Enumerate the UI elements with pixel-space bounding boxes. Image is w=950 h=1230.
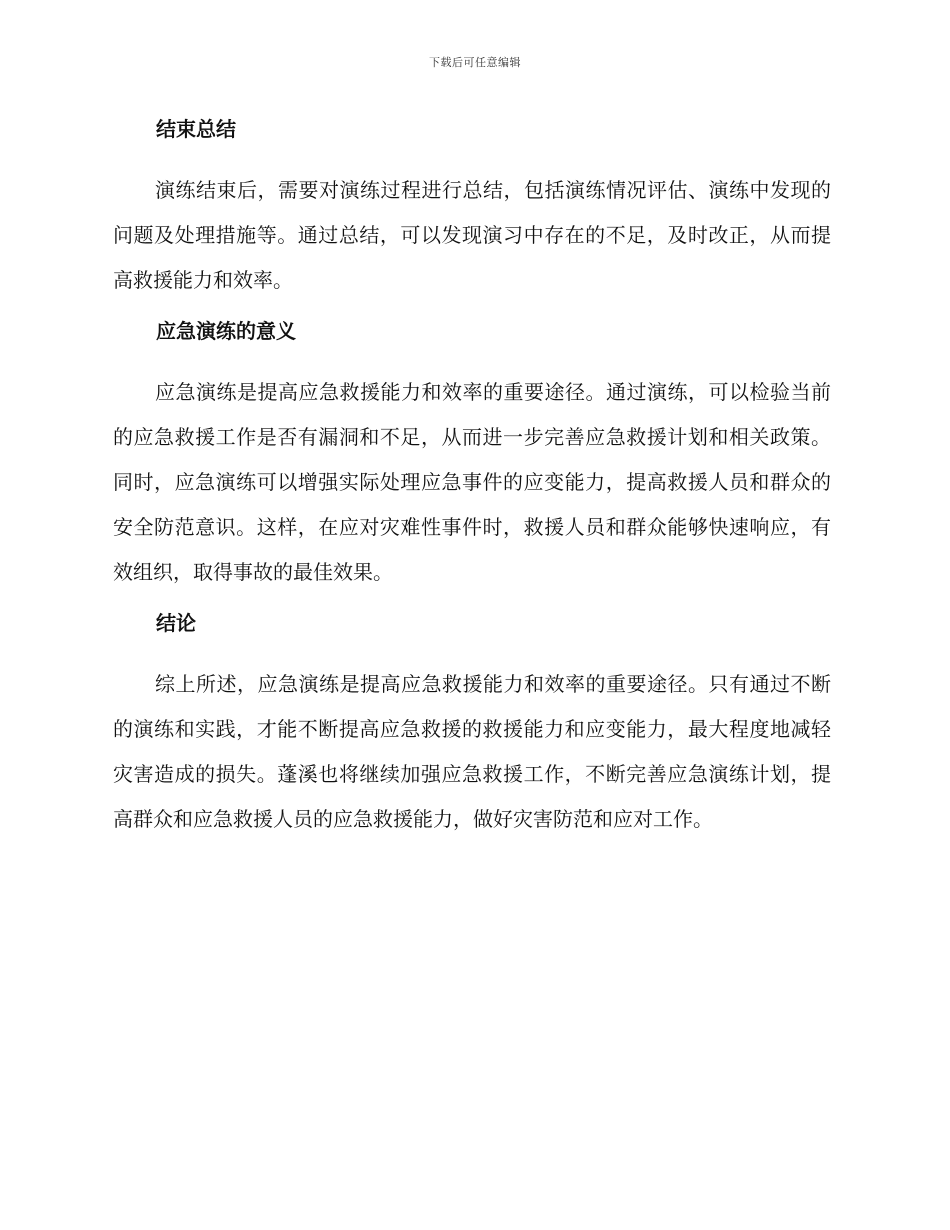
section-paragraph: 演练结束后，需要对演练过程进行总结，包括演练情况评估、演练中发现的问题及处理措施等。通过总结，可以发现演习中存在的不足，及时改正，从而提高救援能力和效率。 bbox=[113, 178, 831, 292]
section-conclusion bbox=[113, 607, 831, 842]
section-heading: 应急演练的意义 bbox=[156, 319, 296, 343]
document-body bbox=[113, 113, 831, 842]
section-significance bbox=[113, 315, 831, 607]
section-summary bbox=[113, 113, 831, 315]
section-heading: 结束总结 bbox=[156, 117, 236, 141]
page-header: 下载后可任意编辑 bbox=[429, 56, 521, 69]
section-heading: 结论 bbox=[156, 611, 196, 635]
section-paragraph: 综上所述，应急演练是提高应急救援能力和效率的重要途径。只有通过不断的演练和实践，才能不断提高应急救援的救援能力和应变能力，最大程度地减轻灾害造成的损失。蓬溪也将继续加强应急救援工作，不断完善应急演练计划，提高群众和应急救援人员的应急救援能力，做好灾害防范和应对工作。 bbox=[113, 672, 831, 831]
section-paragraph: 应急演练是提高应急救援能力和效率的重要途径。通过演练，可以检验当前的应急救援工作是否有漏洞和不足，从而进一步完善应急救援计划和相关政策。同时，应急演练可以增强实际处理应急事件的应变能力，提高救援人员和群众的安全防范意识。这样，在应对灾难性事件时，救援人员和群众能够快速响应，有效组织，取得事故的最佳效果。 bbox=[113, 380, 831, 584]
